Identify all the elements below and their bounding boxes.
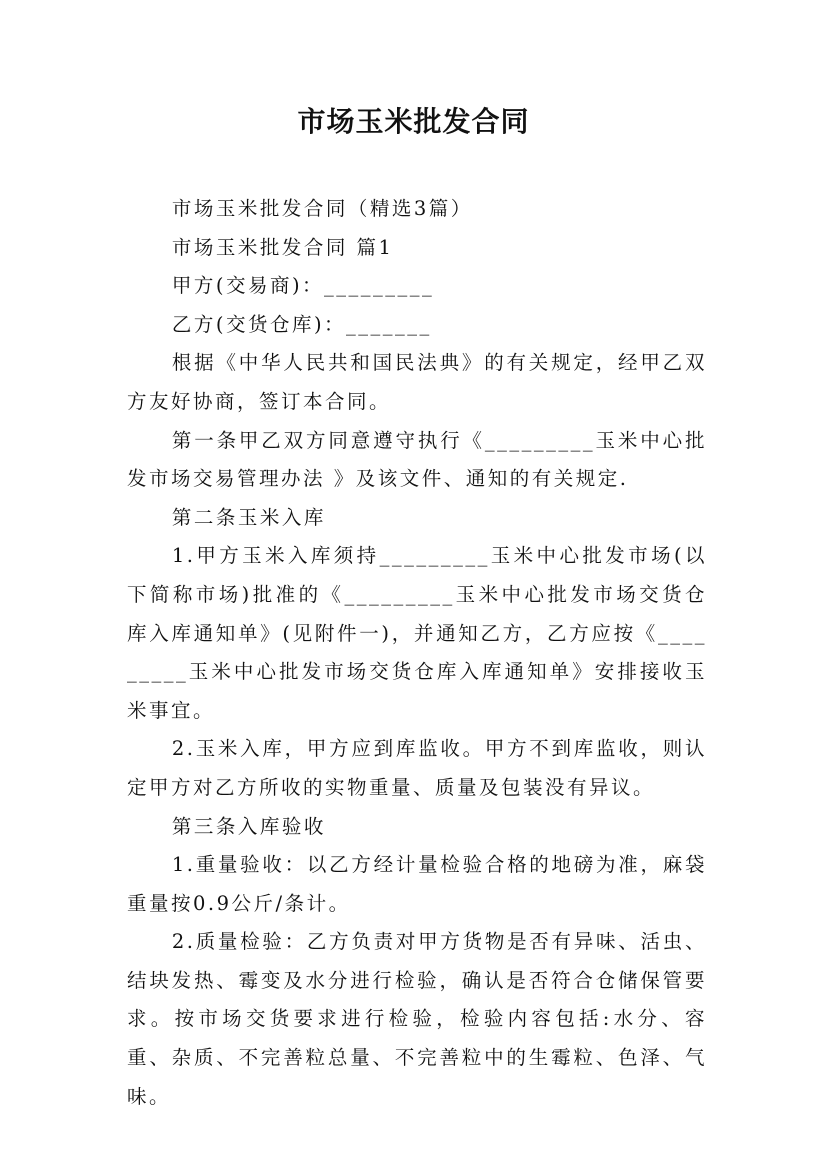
paragraph-article-3-item-2: 2.质量检验：乙方负责对甲方货物是否有异味、活虫、结块发热、霉变及水分进行检验，确认是否符合仓储保管要求。按市场交货要求进行检验，检验内容包括:水分、容重、杂质、不完善粒总量、不完善粒中的生霉粒、色泽、气味。 <box>127 930 707 1108</box>
paragraph-article-2-heading: 第二条玉米入库 <box>171 505 326 529</box>
paragraph-heading-collection: 市场玉米批发合同（精选3篇） <box>171 197 473 220</box>
paragraph-heading-part1: 市场玉米批发合同 篇1 <box>171 235 394 259</box>
paragraph-article-2-item-2: 2.玉米入库，甲方应到库监收。甲方不到库监收，则认定甲方对乙方所收的实物重量、质量及包装没有异议。 <box>127 737 707 799</box>
document-body <box>127 190 707 1116</box>
paragraph-article-1: 第一条甲乙双方同意遵守执行《_________玉米中心批发市场交易管理办法 》及该文件、通知的有关规定. <box>127 428 707 491</box>
paragraph-article-3-item-1: 1.重量验收：以乙方经计量检验合格的地磅为准，麻袋重量按0.9公斤/条计。 <box>127 853 707 915</box>
document-title: 市场玉米批发合同 <box>297 105 530 138</box>
paragraph-article-2-item-1: 1.甲方玉米入库须持_________玉米中心批发市场(以下简称市场)批准的《_________玉米中心批发市场交货仓库入库通知单》(见附件一)，并通知乙方，乙方应按《_________玉米中心批发市场交货仓库入库通知单》安排接收玉米事宜。 <box>127 544 707 722</box>
paragraph-party-b: 乙方(交货仓库)：_______ <box>171 312 432 336</box>
paragraph-article-3-heading: 第三条入库验收 <box>171 814 326 838</box>
paragraph-preamble: 根据《中华人民共和国民法典》的有关规定，经甲乙双方友好协商，签订本合同。 <box>127 351 707 413</box>
paragraph-party-a: 甲方(交易商)：_________ <box>171 274 435 298</box>
